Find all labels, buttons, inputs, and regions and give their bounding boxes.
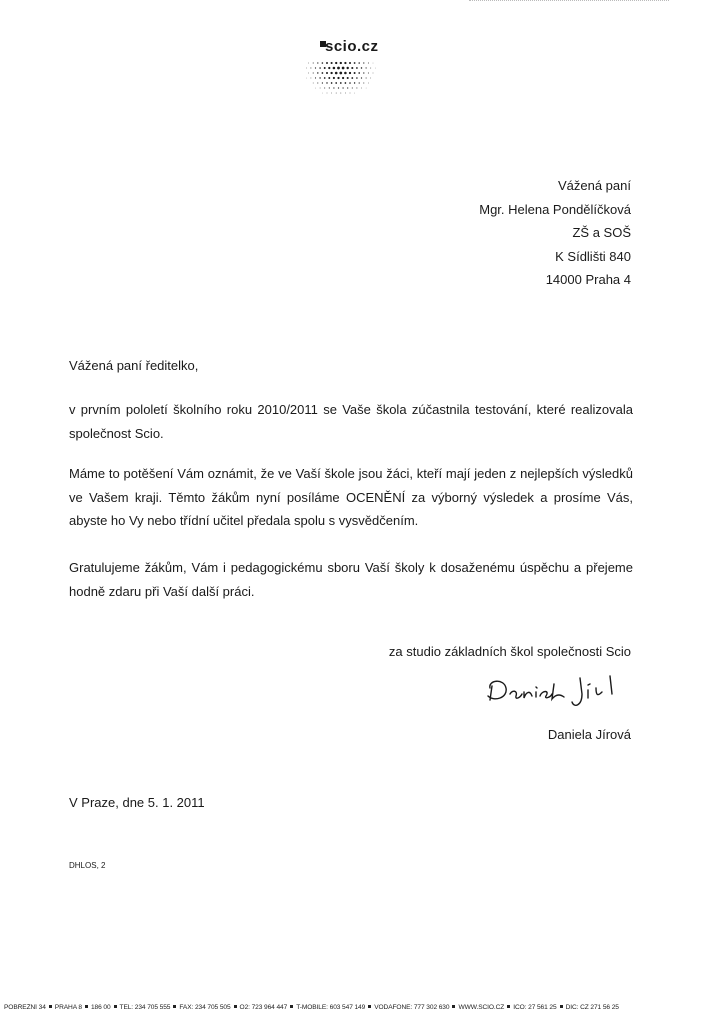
letter-date: V Praze, dne 5. 1. 2011 xyxy=(69,795,205,810)
footer-item: T-MOBILE: 603 547 149 xyxy=(296,1004,366,1011)
top-scan-mark xyxy=(469,0,669,4)
letterhead-footer xyxy=(4,1004,704,1011)
footer-item: 186 00 xyxy=(90,1004,111,1011)
addressee-street: K Sídlišti 840 xyxy=(555,248,631,264)
letter-paragraph-2: Máme to potěšení Vám oznámit, že ve Vaší škole jsou žáci, kteří mají jeden z nejlepších výsledků ve Vašem kraji. Těmto žákům nyní posíláme OCENĚNÍ za výborný výsledek a prosíme Vás, abyste ho Vy nebo třídní učitel předala spolu s vysvědčením. xyxy=(69,466,633,528)
scio-logo xyxy=(320,38,410,118)
footer-item: IČO: 27 561 25 xyxy=(513,1004,557,1011)
footer-separator xyxy=(234,1005,237,1008)
footer-item: FAX: 234 705 505 xyxy=(179,1004,231,1011)
footer-separator xyxy=(452,1005,455,1008)
footer-separator xyxy=(114,1005,117,1008)
letter-paragraph-3: Gratulujeme žákům, Vám i pedagogickému sboru Vaší školy k dosaženému úspěchu a přejeme hodně zdaru při Vaší další práci. xyxy=(69,560,633,599)
footer-item: TEL: 234 705 555 xyxy=(119,1004,171,1011)
letter-salutation: Vážená paní ředitelko, xyxy=(69,358,199,373)
letter-reference: DHLOS, 2 xyxy=(69,861,106,870)
addressee-city: 14000 Praha 4 xyxy=(545,272,631,287)
footer-item: POBŘEŽNÍ 34 xyxy=(4,1004,46,1011)
footer-separator xyxy=(560,1005,563,1008)
footer-separator xyxy=(173,1005,176,1008)
addressee-block xyxy=(479,174,631,292)
footer-item: O2: 723 964 447 xyxy=(239,1004,288,1011)
footer-separator xyxy=(49,1005,52,1008)
footer-item: PRAHA 8 xyxy=(54,1004,82,1011)
addressee-name: Mgr. Helena Pondělíčková xyxy=(479,201,631,217)
logo-text: scio.cz xyxy=(325,38,379,55)
footer-item: DIČ: CZ 271 56 25 xyxy=(565,1004,619,1011)
signer-name: Daniela Jírová xyxy=(547,727,631,742)
footer-item: VODAFONE: 777 302 630 xyxy=(374,1004,450,1011)
handwritten-signature xyxy=(484,672,634,712)
footer-separator xyxy=(507,1005,510,1008)
letter-closing: za studio základních škol společnosti Scio xyxy=(388,644,631,659)
addressee-school: ZŠ a SOŠ xyxy=(572,225,631,240)
footer-separator xyxy=(85,1005,88,1008)
footer-separator xyxy=(368,1005,371,1008)
logo-dot-pattern-icon xyxy=(300,60,380,110)
addressee-greeting: Vážená paní xyxy=(557,178,631,193)
letter-paragraph-1: v prvním pololetí školního roku 2010/2011 se Vaše škola zúčastnila testování, které realizovala společnost Scio. xyxy=(69,402,633,441)
footer-separator xyxy=(290,1005,293,1008)
footer-item: WWW.SCIO.CZ xyxy=(458,1004,505,1011)
